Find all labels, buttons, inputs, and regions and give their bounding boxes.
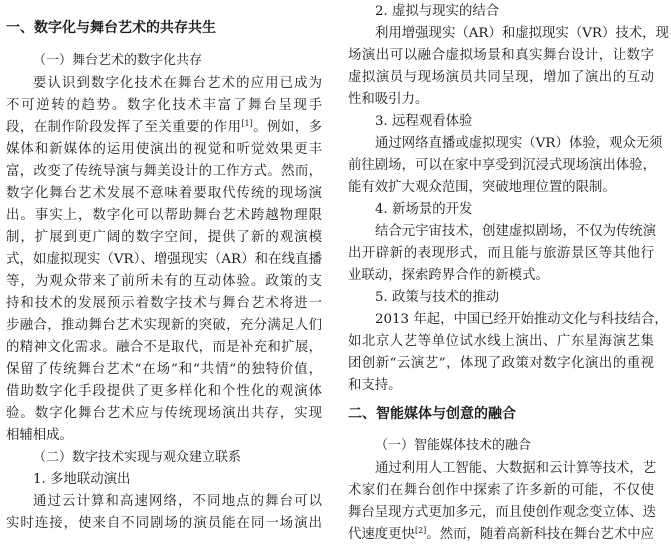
left-text-line: 1. 多地联动演出: [33, 472, 131, 487]
left-text-line: 借助数字化手段提供了更多样化和个性化的观演体: [6, 384, 322, 399]
left-heading: （一）舞台艺术的数字化共存: [33, 53, 203, 68]
right-heading: （一）智能媒体技术的融合: [375, 438, 532, 453]
left-text-line: 数字化舞台艺术发展不意味着要取代传统的现场演: [6, 186, 322, 201]
right-text-line: 舞台呈现方式更加多元，而且使创作观念变立体、迭: [348, 505, 656, 520]
left-heading: 一、数字化与舞台艺术的共存共生: [6, 20, 216, 36]
right-text-line: 性和吸引力。: [348, 92, 429, 107]
left-text-line: 段，在制作阶段发挥了至关重要的作用[1]。例如，多: [6, 119, 323, 135]
left-text-line: 步融合，推动舞台艺术实现新的突破，充分满足人们: [6, 318, 322, 333]
left-text-line: 制，扩展到更广阔的数字空间，提供了新的观演模: [6, 230, 322, 245]
right-text-line: 业联动，探索跨界合作的新模式。: [348, 268, 549, 283]
right-heading: 二、智能媒体与创意的融合: [348, 406, 516, 422]
right-text-line: 结合元宇宙技术，创建虚拟剧场，不仅为传统演: [375, 224, 657, 239]
left-text-line: 相辅相成。: [6, 428, 73, 443]
right-text-line: 术家们在舞台创作中探索了许多新的可能，不仅使: [348, 483, 654, 498]
right-text-line: 4. 新场景的开发: [375, 202, 473, 217]
left-text-line: 等，为观众带来了前所未有的互动体验。政策的支: [6, 274, 322, 289]
right-text-line: 5. 政策与技术的推动: [375, 290, 500, 305]
left-text-line: 富，改变了传统导演与舞美设计的工作方式。然而，: [6, 164, 322, 179]
left-text-line: 要认识到数字化技术在舞台艺术的应用已成为: [33, 76, 322, 91]
left-text-line: 通过云计算和高速网络，不同地点的舞台可以: [33, 494, 322, 509]
left-text-line: 持和技术的发展预示着数字技术与舞台艺术将进一: [6, 296, 322, 311]
right-text-line: 场演出可以融合虚拟场景和真实舞台设计，让数字: [348, 48, 654, 63]
right-text-line: 如北京人艺等单位试水线上演出、广东星海演艺集: [348, 334, 654, 349]
left-text-line: 不可逆转的趋势。数字化技术丰富了舞台呈现手: [6, 98, 322, 113]
left-text-line: 验。数字化舞台艺术应与传统现场演出共存，实现: [6, 406, 322, 421]
left-text-line: 实时连接，使来自不同剧场的演员能在同一场演出: [6, 516, 322, 531]
right-text-line: 团创新“云演艺”，体现了政策对数字化演出的重视: [348, 356, 654, 371]
right-text-line: 前往剧场，可以在家中享受到沉浸式现场演出体验，: [348, 158, 656, 173]
left-text-line: 式，如虚拟现实（VR）、增强现实（AR）和在线直播: [6, 252, 322, 267]
right-text-line: 能有效扩大观众范围，突破地理位置的限制。: [348, 180, 616, 195]
left-text-line: 媒体和新媒体的运用使演出的视觉和听觉效果更丰: [6, 142, 322, 157]
right-text-line: 3. 远程观看体验: [375, 114, 473, 129]
left-heading: （二）数字技术实现与观众建立联系: [33, 450, 242, 465]
left-text-line: 出。事实上，数字化可以帮助舞台艺术跨越物理限: [6, 208, 322, 223]
right-text-line: 2. 虚拟与现实的结合: [375, 4, 500, 19]
right-text-line: 通过利用人工智能、大数据和云计算等技术，艺: [375, 461, 657, 476]
right-text-line: 利用增强现实（AR）和虚拟现实（VR）技术，现: [375, 26, 669, 41]
right-text-line: 2013 年起，中国已经开始推动文化与科技结合，: [375, 312, 668, 327]
left-text-line: 保留了传统舞台艺术“在场”和“共情”的独特价值，: [6, 362, 322, 377]
left-text-line: 的精神文化需求。融合不是取代，而是补充和扩展，: [6, 340, 322, 355]
right-text-line: 出开辟新的表现形式，而且能与旅游景区等其他行: [348, 246, 654, 261]
right-text-line: 代速度更快[2]。然而，随着高新科技在舞台艺术中应: [348, 526, 655, 542]
right-text-line: 通过网络直播或虚拟现实（VR）体验，观众无须: [375, 136, 663, 151]
right-text-line: 和支持。: [348, 378, 402, 393]
right-text-line: 虚拟演员与现场演员共同呈现，增加了演出的互动: [348, 70, 654, 85]
